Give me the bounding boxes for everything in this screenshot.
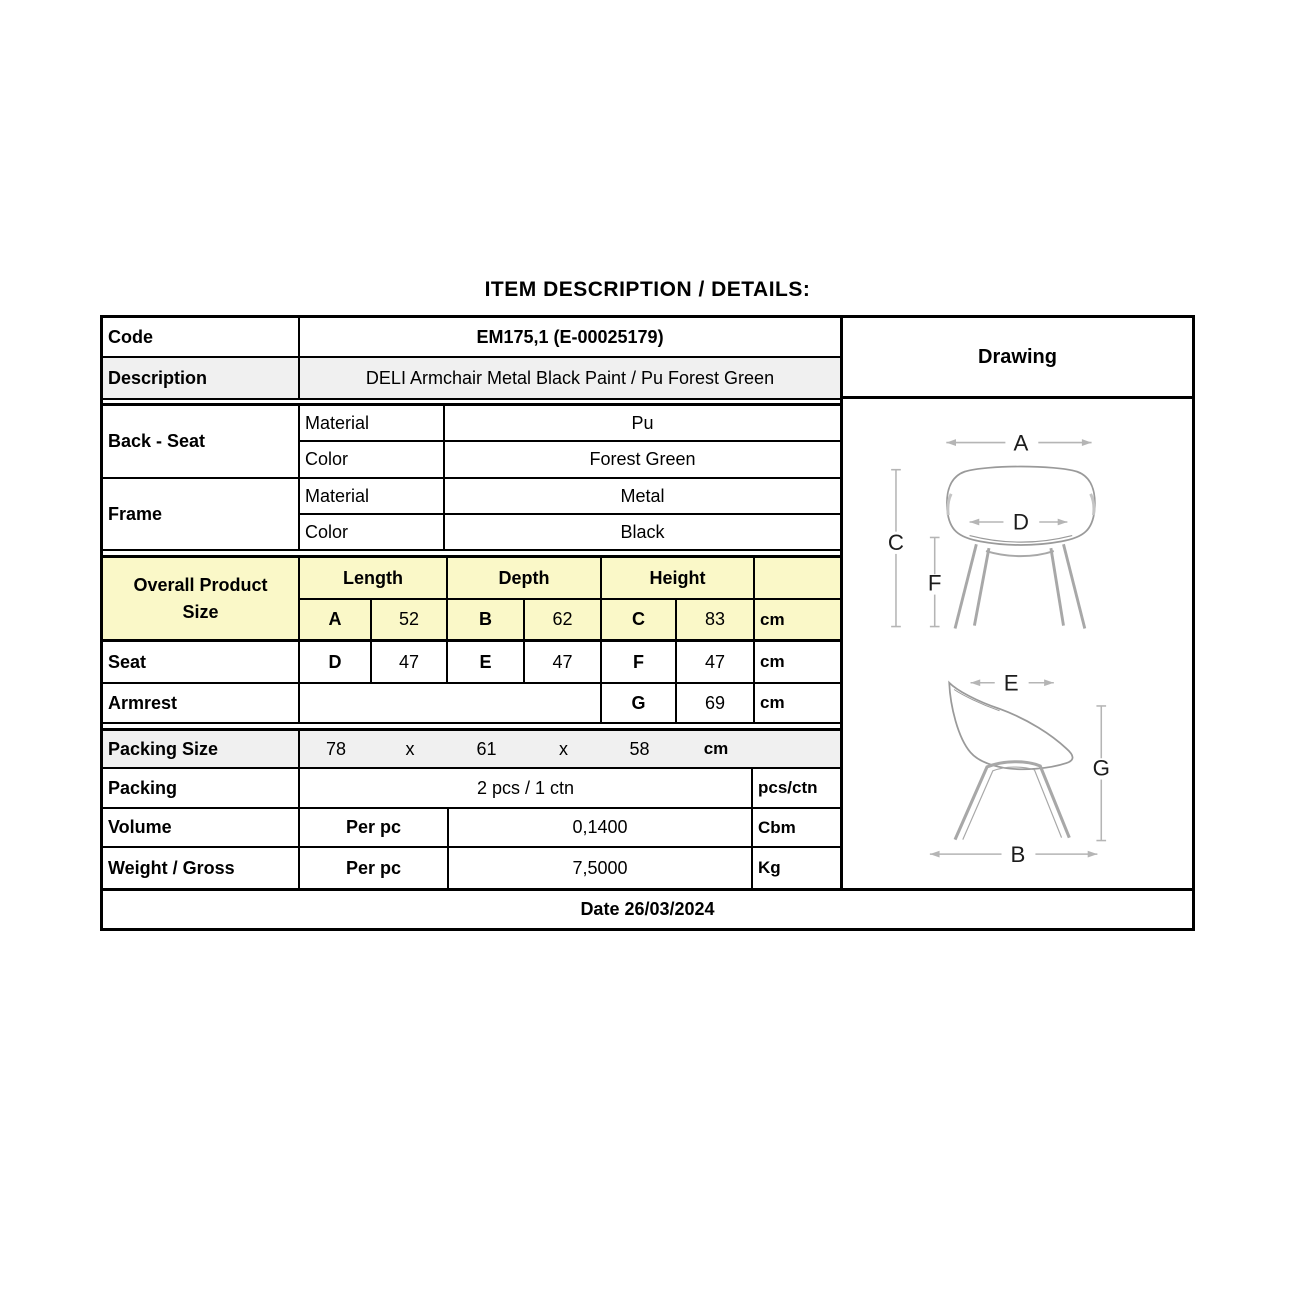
drawing-header: Drawing [843,318,1192,399]
dim-c-key: C [600,600,675,639]
packing-value: 2 pcs / 1 ctn [298,769,751,807]
side-depth-label: E [1003,670,1019,696]
code-row [103,318,840,358]
front-height-label: C [887,530,905,556]
date-value: Date 26/03/2024 [580,899,715,919]
packing-size-row [103,731,840,769]
table-left-section [103,318,840,888]
drawing-column [840,318,1192,888]
description-value: DELI Armchair Metal Black Paint / Pu Forest Green [298,358,840,398]
frame-section [103,479,840,551]
description-label: Description [108,367,208,388]
weight-label: Weight / Gross [108,857,235,878]
code-value: EM175,1 (E-00025179) [298,318,840,356]
weight-row [103,848,840,888]
front-width-label: A [1013,430,1029,456]
back-seat-color-label: Color [298,442,443,477]
packing-size-height: 58 [629,738,650,759]
frame-material-label: Material [298,479,443,515]
chair-drawing [843,399,1192,888]
date-row [103,888,1192,928]
chair-side-legs [955,762,1069,840]
overall-size-section [103,558,840,642]
frame-color-value: Black [443,515,840,549]
weight-per-pc: Per pc [298,848,447,888]
volume-value: 0,1400 [447,809,751,846]
overall-unit: cm [753,600,840,639]
dim-d-value: 47 [370,642,446,682]
drawing-area [843,399,1192,888]
back-seat-section [103,406,840,479]
overall-size-label: Overall Product Size [133,575,268,622]
item-details-table [100,315,1195,931]
dim-g-value: 69 [675,684,753,722]
armrest-unit: cm [753,684,840,722]
section-divider [103,551,840,558]
page-title: ITEM DESCRIPTION / DETAILS: [484,278,811,301]
code-label: Code [108,326,153,347]
height-header: Height [600,558,753,600]
back-seat-material-label: Material [298,406,443,442]
weight-unit: Kg [751,848,840,888]
dim-e-value: 47 [523,642,600,682]
volume-row [103,809,840,848]
packing-size-sep: x [559,738,568,759]
description-row [103,358,840,400]
volume-per-pc: Per pc [298,809,447,846]
packing-size-label: Packing Size [108,738,219,759]
packing-size-length: 78 [325,738,347,759]
seat-row [103,642,840,684]
volume-label: Volume [108,817,172,837]
packing-label: Packing [108,777,178,798]
back-seat-material-value: Pu [443,406,840,442]
section-divider [103,724,840,731]
weight-value: 7,5000 [447,848,751,888]
dim-a-key: A [298,600,370,639]
packing-size-sep: x [405,738,415,759]
armrest-row [103,684,840,724]
packing-row [103,769,840,809]
frame-material-value: Metal [443,479,840,515]
depth-header: Depth [446,558,600,600]
packing-size-depth: 61 [476,738,497,759]
packing-unit: pcs/ctn [751,769,840,807]
armrest-empty-cell [298,684,600,722]
packing-size-unit: cm [703,739,729,758]
chair-side-shell [949,683,1072,770]
dim-d-key: D [298,642,370,682]
length-header: Length [298,558,446,600]
dim-f-value: 47 [675,642,753,682]
dim-e-key: E [446,642,523,682]
frame-label: Frame [108,503,163,524]
front-seat-width-label: D [1012,509,1029,535]
front-seat-height-label: F [927,570,942,596]
back-seat-label: Back - Seat [108,431,206,451]
packing-size-values [298,731,840,767]
seat-unit: cm [753,642,840,682]
dim-b-key: B [446,600,523,639]
size-header-unit-cell [753,558,840,600]
seat-label: Seat [108,651,147,672]
dim-b-value: 62 [523,600,600,639]
dim-a-value: 52 [370,600,446,639]
dim-g-key: G [600,684,675,722]
back-seat-color-value: Forest Green [443,442,840,477]
dim-c-value: 83 [675,600,753,639]
armrest-label: Armrest [108,692,178,713]
side-armrest-height-label: G [1092,755,1110,781]
side-overall-depth-label: B [1010,841,1026,867]
volume-unit: Cbm [751,809,840,846]
dim-f-key: F [600,642,675,682]
frame-color-label: Color [298,515,443,549]
chair-front-legs [955,544,1085,628]
